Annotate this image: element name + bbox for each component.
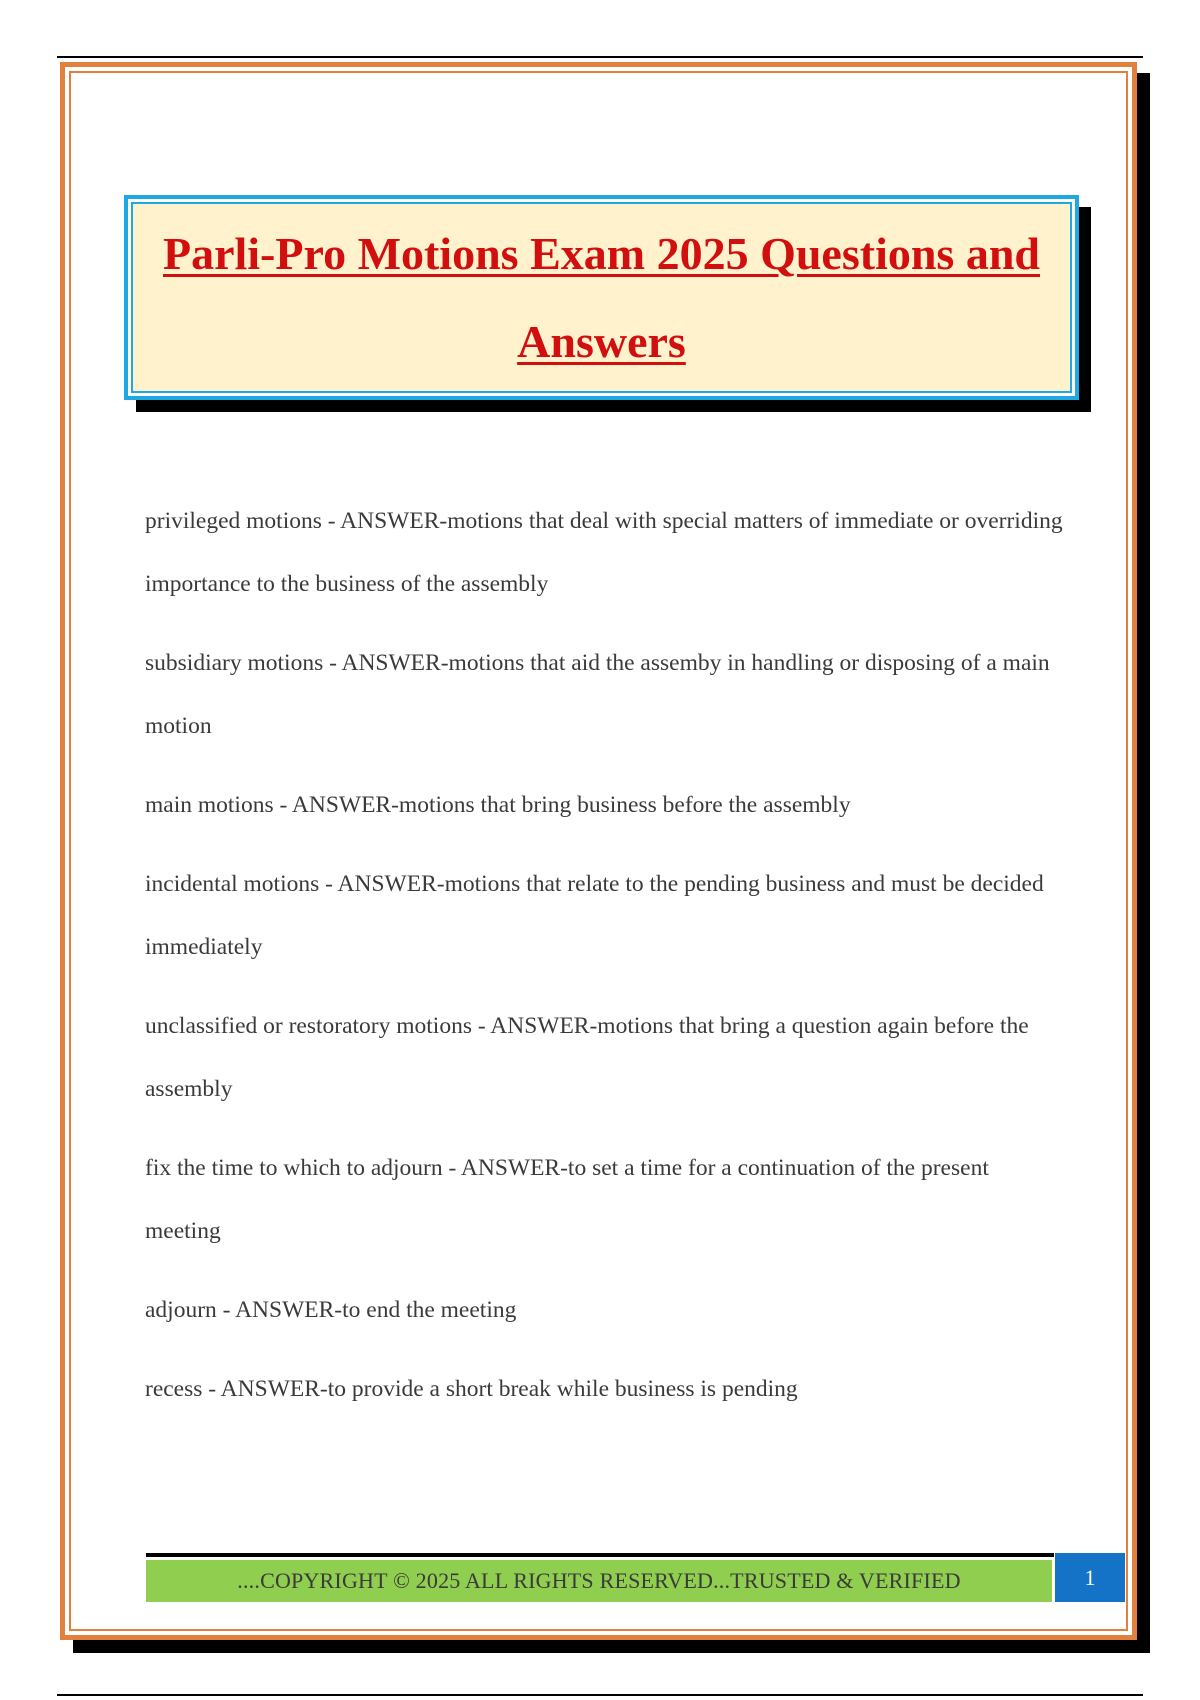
qa-item-subsidiary-motions: subsidiary motions - ANSWER-motions that aid the assemby in handling or disposing of a main motion (145, 650, 1050, 739)
qa-item-unclassified-motions: unclassified or restoratory motions - ANSWER-motions that bring a question again before the assembly (145, 1013, 1029, 1102)
title-box (124, 195, 1079, 400)
qa-item-fix-time-to-adjourn: fix the time to which to adjourn - ANSWER-to set a time for a continuation of the present meeting (145, 1155, 989, 1244)
qa-item-main-motions: main motions - ANSWER-motions that bring business before the assembly (145, 792, 851, 818)
footer-top-rule (146, 1553, 1054, 1557)
page-number-box (1055, 1553, 1125, 1602)
qa-item-adjourn: adjourn - ANSWER-to end the meeting (145, 1297, 517, 1323)
title-box-inner (131, 202, 1072, 393)
document-title: Parli-Pro Motions Exam 2025 Questions and Answers (162, 227, 1040, 367)
top-rule (57, 56, 1143, 58)
title-box-gap (128, 199, 1075, 396)
page-number: 1 (1084, 1564, 1096, 1590)
qa-item-recess: recess - ANSWER-to provide a short break while business is pending (145, 1376, 798, 1402)
qa-item-privileged-motions: privileged motions - ANSWER-motions that deal with special matters of immediate or overriding importance to the business of the assembly (145, 508, 1063, 597)
qa-item-incidental-motions: incidental motions - ANSWER-motions that relate to the pending business and must be decided immediately (145, 871, 1044, 960)
qa-list (145, 490, 1065, 1437)
bottom-rule (57, 1694, 1143, 1696)
footer-bar (146, 1560, 1052, 1602)
footer-copyright: ....COPYRIGHT © 2025 ALL RIGHTS RESERVED...TRUSTED & VERIFIED (237, 1568, 961, 1593)
